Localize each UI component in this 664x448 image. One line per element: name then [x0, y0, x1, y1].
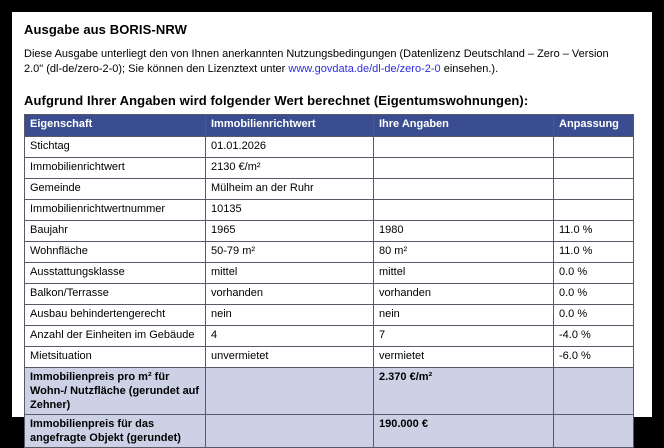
cell-reference: 4 [206, 326, 374, 347]
cell-property: Balkon/Terrasse [25, 284, 206, 305]
cell-property: Wohnfläche [25, 242, 206, 263]
summary-row-total-price [25, 415, 634, 448]
cell-adjustment: -4.0 % [554, 326, 634, 347]
cell-your-input: 2.370 €/m² [374, 368, 554, 415]
cell-property: Baujahr [25, 221, 206, 242]
table-row [25, 347, 634, 368]
cell-property: Ausstattungsklasse [25, 263, 206, 284]
cell-property: Immobilienpreis für das angefragte Objekt (gerundet) [25, 415, 206, 448]
cell-reference: 50-79 m² [206, 242, 374, 263]
cell-adjustment: 0.0 % [554, 284, 634, 305]
cell-reference: 10135 [206, 200, 374, 221]
cell-adjustment [554, 368, 634, 415]
page-title: Ausgabe aus BORIS-NRW [24, 22, 187, 37]
cell-reference: vorhanden [206, 284, 374, 305]
license-text-after: einsehen.). [440, 62, 499, 75]
cell-reference: nein [206, 305, 374, 326]
table-header-row [25, 115, 634, 137]
calculation-heading: Aufgrund Ihrer Angaben wird folgender Wert berechnet (Eigentumswohnungen): [24, 93, 529, 108]
table-row [25, 305, 634, 326]
table-row [25, 179, 634, 200]
table-row [25, 284, 634, 305]
cell-your-input [374, 137, 554, 158]
cell-your-input [374, 200, 554, 221]
cell-reference: 01.01.2026 [206, 137, 374, 158]
cell-adjustment [554, 158, 634, 179]
cell-reference: Mülheim an der Ruhr [206, 179, 374, 200]
cell-adjustment: -6.0 % [554, 347, 634, 368]
cell-reference: unvermietet [206, 347, 374, 368]
cell-adjustment [554, 200, 634, 221]
cell-reference: 1965 [206, 221, 374, 242]
cell-property: Mietsituation [25, 347, 206, 368]
cell-your-input [374, 158, 554, 179]
table-body [25, 137, 634, 448]
cell-reference [206, 368, 374, 415]
cell-property: Stichtag [25, 137, 206, 158]
table-row [25, 326, 634, 347]
cell-reference: mittel [206, 263, 374, 284]
cell-your-input: mittel [374, 263, 554, 284]
cell-your-input [374, 179, 554, 200]
document-content [24, 22, 644, 448]
cell-reference [206, 415, 374, 448]
cell-property: Immobilienrichtwertnummer [25, 200, 206, 221]
cell-your-input: vorhanden [374, 284, 554, 305]
cell-your-input: 80 m² [374, 242, 554, 263]
license-text-before: Diese Ausgabe unterliegt den von Ihnen anerkannten Nutzungsbedingungen (Datenlizenz Deutschland – Zero – Version 2.0" (dl-de/zero-2-0); Sie können den Lizenztext unter [24, 48, 609, 75]
cell-reference: 2130 €/m² [206, 158, 374, 179]
license-link[interactable]: www.govdata.de/dl-de/zero-2-0 [288, 62, 441, 75]
cell-property: Immobilienpreis pro m² für Wohn-/ Nutzfläche (gerundet auf Zehner) [25, 368, 206, 415]
cell-property: Immobilienrichtwert [25, 158, 206, 179]
cell-adjustment [554, 137, 634, 158]
table-row [25, 200, 634, 221]
table-row [25, 242, 634, 263]
summary-row-price-per-sqm [25, 368, 634, 415]
cell-your-input: nein [374, 305, 554, 326]
cell-your-input: vermietet [374, 347, 554, 368]
cell-your-input: 190.000 € [374, 415, 554, 448]
cell-adjustment: 0.0 % [554, 305, 634, 326]
valuation-table [24, 114, 634, 448]
document-page [12, 12, 652, 444]
cell-your-input: 1980 [374, 221, 554, 242]
column-header-immobilienrichtwert: Immobilienrichtwert [206, 115, 374, 137]
table-row [25, 221, 634, 242]
column-header-anpassung: Anpassung [554, 115, 634, 137]
table-row [25, 263, 634, 284]
table-row [25, 158, 634, 179]
cell-property: Anzahl der Einheiten im Gebäude [25, 326, 206, 347]
cell-adjustment: 0.0 % [554, 263, 634, 284]
license-notice [24, 47, 624, 76]
cell-adjustment: 11.0 % [554, 221, 634, 242]
cell-property: Gemeinde [25, 179, 206, 200]
cell-adjustment [554, 415, 634, 448]
column-header-ihre-angaben: Ihre Angaben [374, 115, 554, 137]
table-row [25, 137, 634, 158]
cell-adjustment: 11.0 % [554, 242, 634, 263]
cell-property: Ausbau behindertengerecht [25, 305, 206, 326]
cell-adjustment [554, 179, 634, 200]
column-header-eigenschaft: Eigenschaft [25, 115, 206, 137]
cell-your-input: 7 [374, 326, 554, 347]
